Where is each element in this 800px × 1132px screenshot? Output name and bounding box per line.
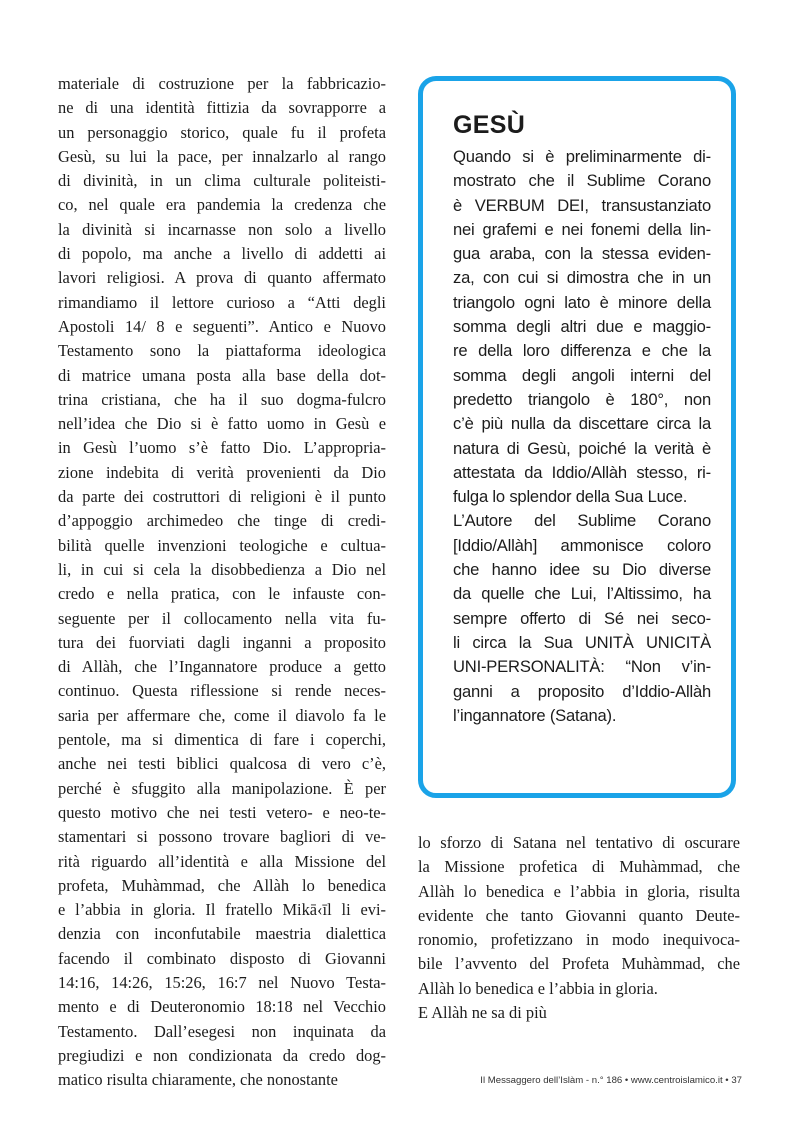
text-line: da parte dei costruttori di religioni è il punto xyxy=(58,487,386,507)
text-line: bile l’avvento del Profeta Muhàmmad, che xyxy=(418,954,740,974)
page-footer: Il Messaggero dell’Islàm - n.° 186 • www.centroislamico.it • 37 xyxy=(480,1075,742,1086)
text-line: UNI-PERSONALITÀ: “Non v’in- xyxy=(453,657,711,677)
text-line: di popolo, ma anche a livello di addetti ai xyxy=(58,244,386,264)
text-line: gua araba, con la stessa eviden- xyxy=(453,244,711,264)
text-line: Apostoli 14/ 8 e seguenti”. Antico e Nuovo xyxy=(58,316,386,336)
text-line: matico risulta chiaramente, che nonostante xyxy=(58,1070,338,1090)
text-line: predetto triangolo è 180°, non xyxy=(453,389,711,409)
text-line: li, in cui si cela la disobbedienza a Dio nel xyxy=(58,559,386,579)
text-line: e l’abbia in gloria. Il fratello Mikā‹īl li evi- xyxy=(58,900,386,920)
text-line: ronomio, profetizzano in modo inequivoca- xyxy=(418,930,740,950)
text-line: trina cristiana, che ha il suo dogma-fulcro xyxy=(58,389,386,409)
text-line: facendo il combinato disposto di Giovanni xyxy=(58,948,386,968)
text-line: di divinità, in un clima culturale politeisti- xyxy=(58,171,386,191)
text-line: Testamento. Dall’esegesi non inquinata da xyxy=(58,1021,386,1041)
text-line: 14:16, 14:26, 15:26, 16:7 nel Nuovo Testa- xyxy=(58,972,386,992)
text-line: natura di Gesù, poiché la verità è xyxy=(453,438,711,458)
text-line: rimandiamo il lettore curioso a “Atti degli xyxy=(58,292,386,312)
text-line: ne di una identità fittizia da sovrapporre a xyxy=(58,98,386,118)
text-line: seguente per il collocamento nella vita fu- xyxy=(58,608,386,628)
text-line: la divinità si incarnasse non solo a livello xyxy=(58,219,386,239)
text-line: [Iddio/Allàh] ammonisce coloro xyxy=(453,535,711,555)
text-line: di Allàh, che l’Ingannatore produce a getto xyxy=(58,657,386,677)
text-line: pentole, ma si dimentica di fare i coperchi, xyxy=(58,730,386,750)
text-line: E Allàh ne sa di più xyxy=(418,1003,547,1023)
text-line: stamentari si possono trovare bagliori di ve- xyxy=(58,827,386,847)
text-line: attestata da Iddio/Allàh stesso, ri- xyxy=(453,462,711,482)
text-line: nell’idea che Dio si è fatto uomo in Gesù e xyxy=(58,414,386,434)
text-line: Testamento sono la piattaforma ideologica xyxy=(58,341,386,361)
text-line: triangolo ogni lato è minore della xyxy=(453,292,711,312)
text-line: denzia con inconfutabile maestria dialettica xyxy=(58,924,386,944)
text-line: nei grafemi e nei fonemi della lin- xyxy=(453,219,711,239)
text-line: lavori religiosi. A prova di quanto affermato xyxy=(58,268,386,288)
text-line: da quelle che Lui, l’Altissimo, ha xyxy=(453,584,711,604)
text-line: perché è sfuggito alla manipolazione. È per xyxy=(58,778,386,798)
text-line: di matrice umana posta alla base della dot- xyxy=(58,365,386,385)
text-line: Allàh lo benedica e l’abbia in gloria. xyxy=(418,978,658,998)
text-line: lo sforzo di Satana nel tentativo di oscurare xyxy=(418,833,740,852)
right-text-column xyxy=(418,831,740,1025)
text-line: è VERBUM DEI, transustanziato xyxy=(453,195,711,215)
text-line: ganni a proposito d’Iddio-Allàh xyxy=(453,681,711,701)
text-line: Allàh lo benedica e l’abbia in gloria, risulta xyxy=(418,881,740,901)
text-line: somma degli angoli interni del xyxy=(453,365,711,385)
text-line: za, con cui si dimostra che in un xyxy=(453,268,711,288)
text-line: mostrato che il Sublime Corano xyxy=(453,171,711,191)
text-line: profeta, Muhàmmad, che Allàh lo benedica xyxy=(58,875,386,895)
text-line: la Missione profetica di Muhàmmad, che xyxy=(418,857,740,877)
text-line: che hanno idee su Dio diverse xyxy=(453,560,711,580)
text-line: saria per affermare che, come il diavolo fa le xyxy=(58,705,386,725)
text-line: d’appoggio archimedeo che tinge di credi- xyxy=(58,511,386,531)
text-line: li circa la Sua UNITÀ UNICITÀ xyxy=(453,632,711,652)
sidebar-body xyxy=(453,145,711,728)
text-line: somma degli altri due e maggio- xyxy=(453,317,711,337)
text-line: continuo. Questa riflessione si rende neces- xyxy=(58,681,386,701)
text-line: Quando si è preliminarmente di- xyxy=(453,147,711,166)
text-line: c’è più nulla da discettare circa la xyxy=(453,414,711,434)
gesu-sidebar-box xyxy=(418,76,736,798)
text-line: co, nel quale era pandemia la credenza che xyxy=(58,195,386,215)
text-line: questo motivo che nei testi vetero- e neo-te- xyxy=(58,802,386,822)
text-line: rità riguardo all’identità e alla Missione del xyxy=(58,851,386,871)
text-line: Gesù, su lui la pace, per innalzarlo al rango xyxy=(58,146,386,166)
left-text-column xyxy=(58,72,386,1092)
text-line: fulga lo splendor della Sua Luce. xyxy=(453,487,688,507)
text-line: materiale di costruzione per la fabbricazio- xyxy=(58,74,386,93)
text-line: sempre offerto di Sé nei seco- xyxy=(453,608,711,628)
text-line: credo e nella pratica, con le infauste con- xyxy=(58,584,386,604)
text-line: re della loro differenza e che la xyxy=(453,341,711,361)
text-line: anche nei testi biblici qualcosa di vero c’è, xyxy=(58,754,386,774)
text-line: L’Autore del Sublime Corano xyxy=(453,511,711,531)
sidebar-title: GESÙ xyxy=(453,111,526,139)
text-line: un personaggio storico, quale fu il profeta xyxy=(58,122,386,142)
text-line: bilità quelle invenzioni teologiche e cultua- xyxy=(58,535,386,555)
text-line: tura dei fuorviati dagli inganni a proposito xyxy=(58,632,386,652)
text-line: mento e di Deuteronomio 18:18 nel Vecchio xyxy=(58,997,386,1017)
text-line: l’ingannatore (Satana). xyxy=(453,705,617,725)
text-line: zione indebita di verità provenienti da Dio xyxy=(58,462,386,482)
text-line: pregiudizi e non condizionata da credo dog- xyxy=(58,1045,386,1065)
text-line: evidente che tanto Giovanni quanto Deute- xyxy=(418,905,740,925)
text-line: in Gesù l’uomo s’è fatto Dio. L’appropria- xyxy=(58,438,386,458)
